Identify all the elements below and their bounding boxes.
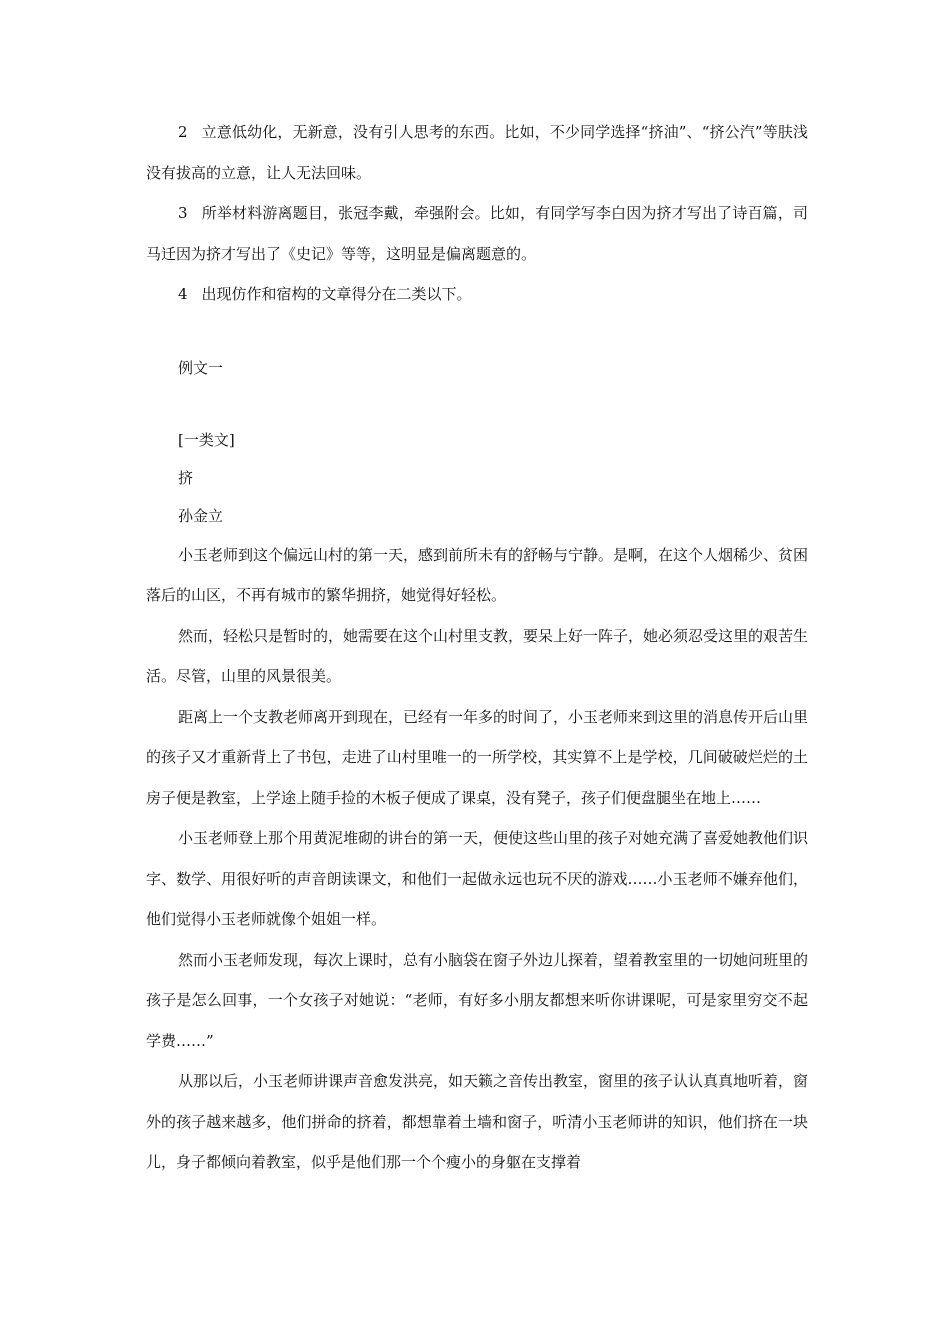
criteria-item-4 xyxy=(146,274,808,315)
essay-title: 挤 xyxy=(178,468,194,487)
essay-paragraph: 小玉老师到这个偏远山村的第一天，感到前所未有的舒畅与宁静。是啊，在这个人烟稀少、贫困落后的山区，不再有城市的繁华拥挤，她觉得好轻松。 xyxy=(146,545,809,604)
essay-author: 孙金立 xyxy=(178,506,224,525)
example-heading: 例文一 xyxy=(178,358,224,377)
item-text: 所举材料游离题目，张冠李戴，牵强附会。比如，有同学写李白因为挤才写出了诗百篇，司马迁因为挤才写出了《史记》等等，这明显是偏离题意的。 xyxy=(146,204,808,263)
essay-paragraph: 小玉老师登上那个用黄泥堆砌的讲台的第一天，便使这些山里的孩子对她充满了喜爱她教他们识字、数学、用很好听的声音朗读课文，和他们一起做永远也玩不厌的游戏……小玉老师不嫌弃他们，他们觉得小玉老师就像个姐姐一样。 xyxy=(146,829,809,928)
essay-paragraph: 然而小玉老师发现，每次上课时，总有小脑袋在窗子外边儿探着，望着教室里的一切她问班里的孩子是怎么回事，一个女孩子对她说：“老师，有好多小朋友都想来听你讲课呢，可是家里穷交不起学费……” xyxy=(146,950,809,1050)
item-number: 4 xyxy=(178,285,188,303)
item-number: 2 xyxy=(178,123,188,141)
essay-paragraph: 然而，轻松只是暂时的，她需要在这个山村里支教，要呆上好一阵子，她必须忍受这里的艰苦生活。尽管，山里的风景很美。 xyxy=(146,626,809,685)
essay-paragraph: 距离上一个支教老师离开到现在，已经有一年多的时间了，小玉老师来到这里的消息传开后山里的孩子又才重新背上了书包，走进了山村里唯一的一所学校，其实算不上是学校，几间破破烂烂的土房子便是教室，上学途上随手捡的木板子便成了课桌，没有凳子，孩子们便盘腿坐在地上…… xyxy=(146,707,809,807)
spacer xyxy=(146,315,808,349)
item-number: 3 xyxy=(178,204,188,222)
essay-category: [一类文] xyxy=(178,430,235,449)
item-text: 出现仿作和宿构的文章得分在二类以下。 xyxy=(201,285,472,303)
spacer xyxy=(146,387,808,421)
document-page xyxy=(146,112,808,1183)
criteria-item-2 xyxy=(146,112,808,193)
essay-paragraph: 从那以后，小玉老师讲课声音愈发洪亮，如天籁之音传出教室，窗里的孩子认认真真地听着，窗外的孩子越来越多，他们拼命的挤着，都想靠着土墙和窗子，听清小玉老师讲的知识，他们挤在一块儿，身子都倾向着教室，似乎是他们那一个个瘦小的身躯在支撑着 xyxy=(146,1072,809,1171)
item-text: 立意低幼化，无新意，没有引人思考的东西。比如，不少同学选择“挤油”、“挤公汽”等肤浅没有拔高的立意，让人无法回味。 xyxy=(146,123,808,182)
criteria-item-3 xyxy=(146,193,808,274)
